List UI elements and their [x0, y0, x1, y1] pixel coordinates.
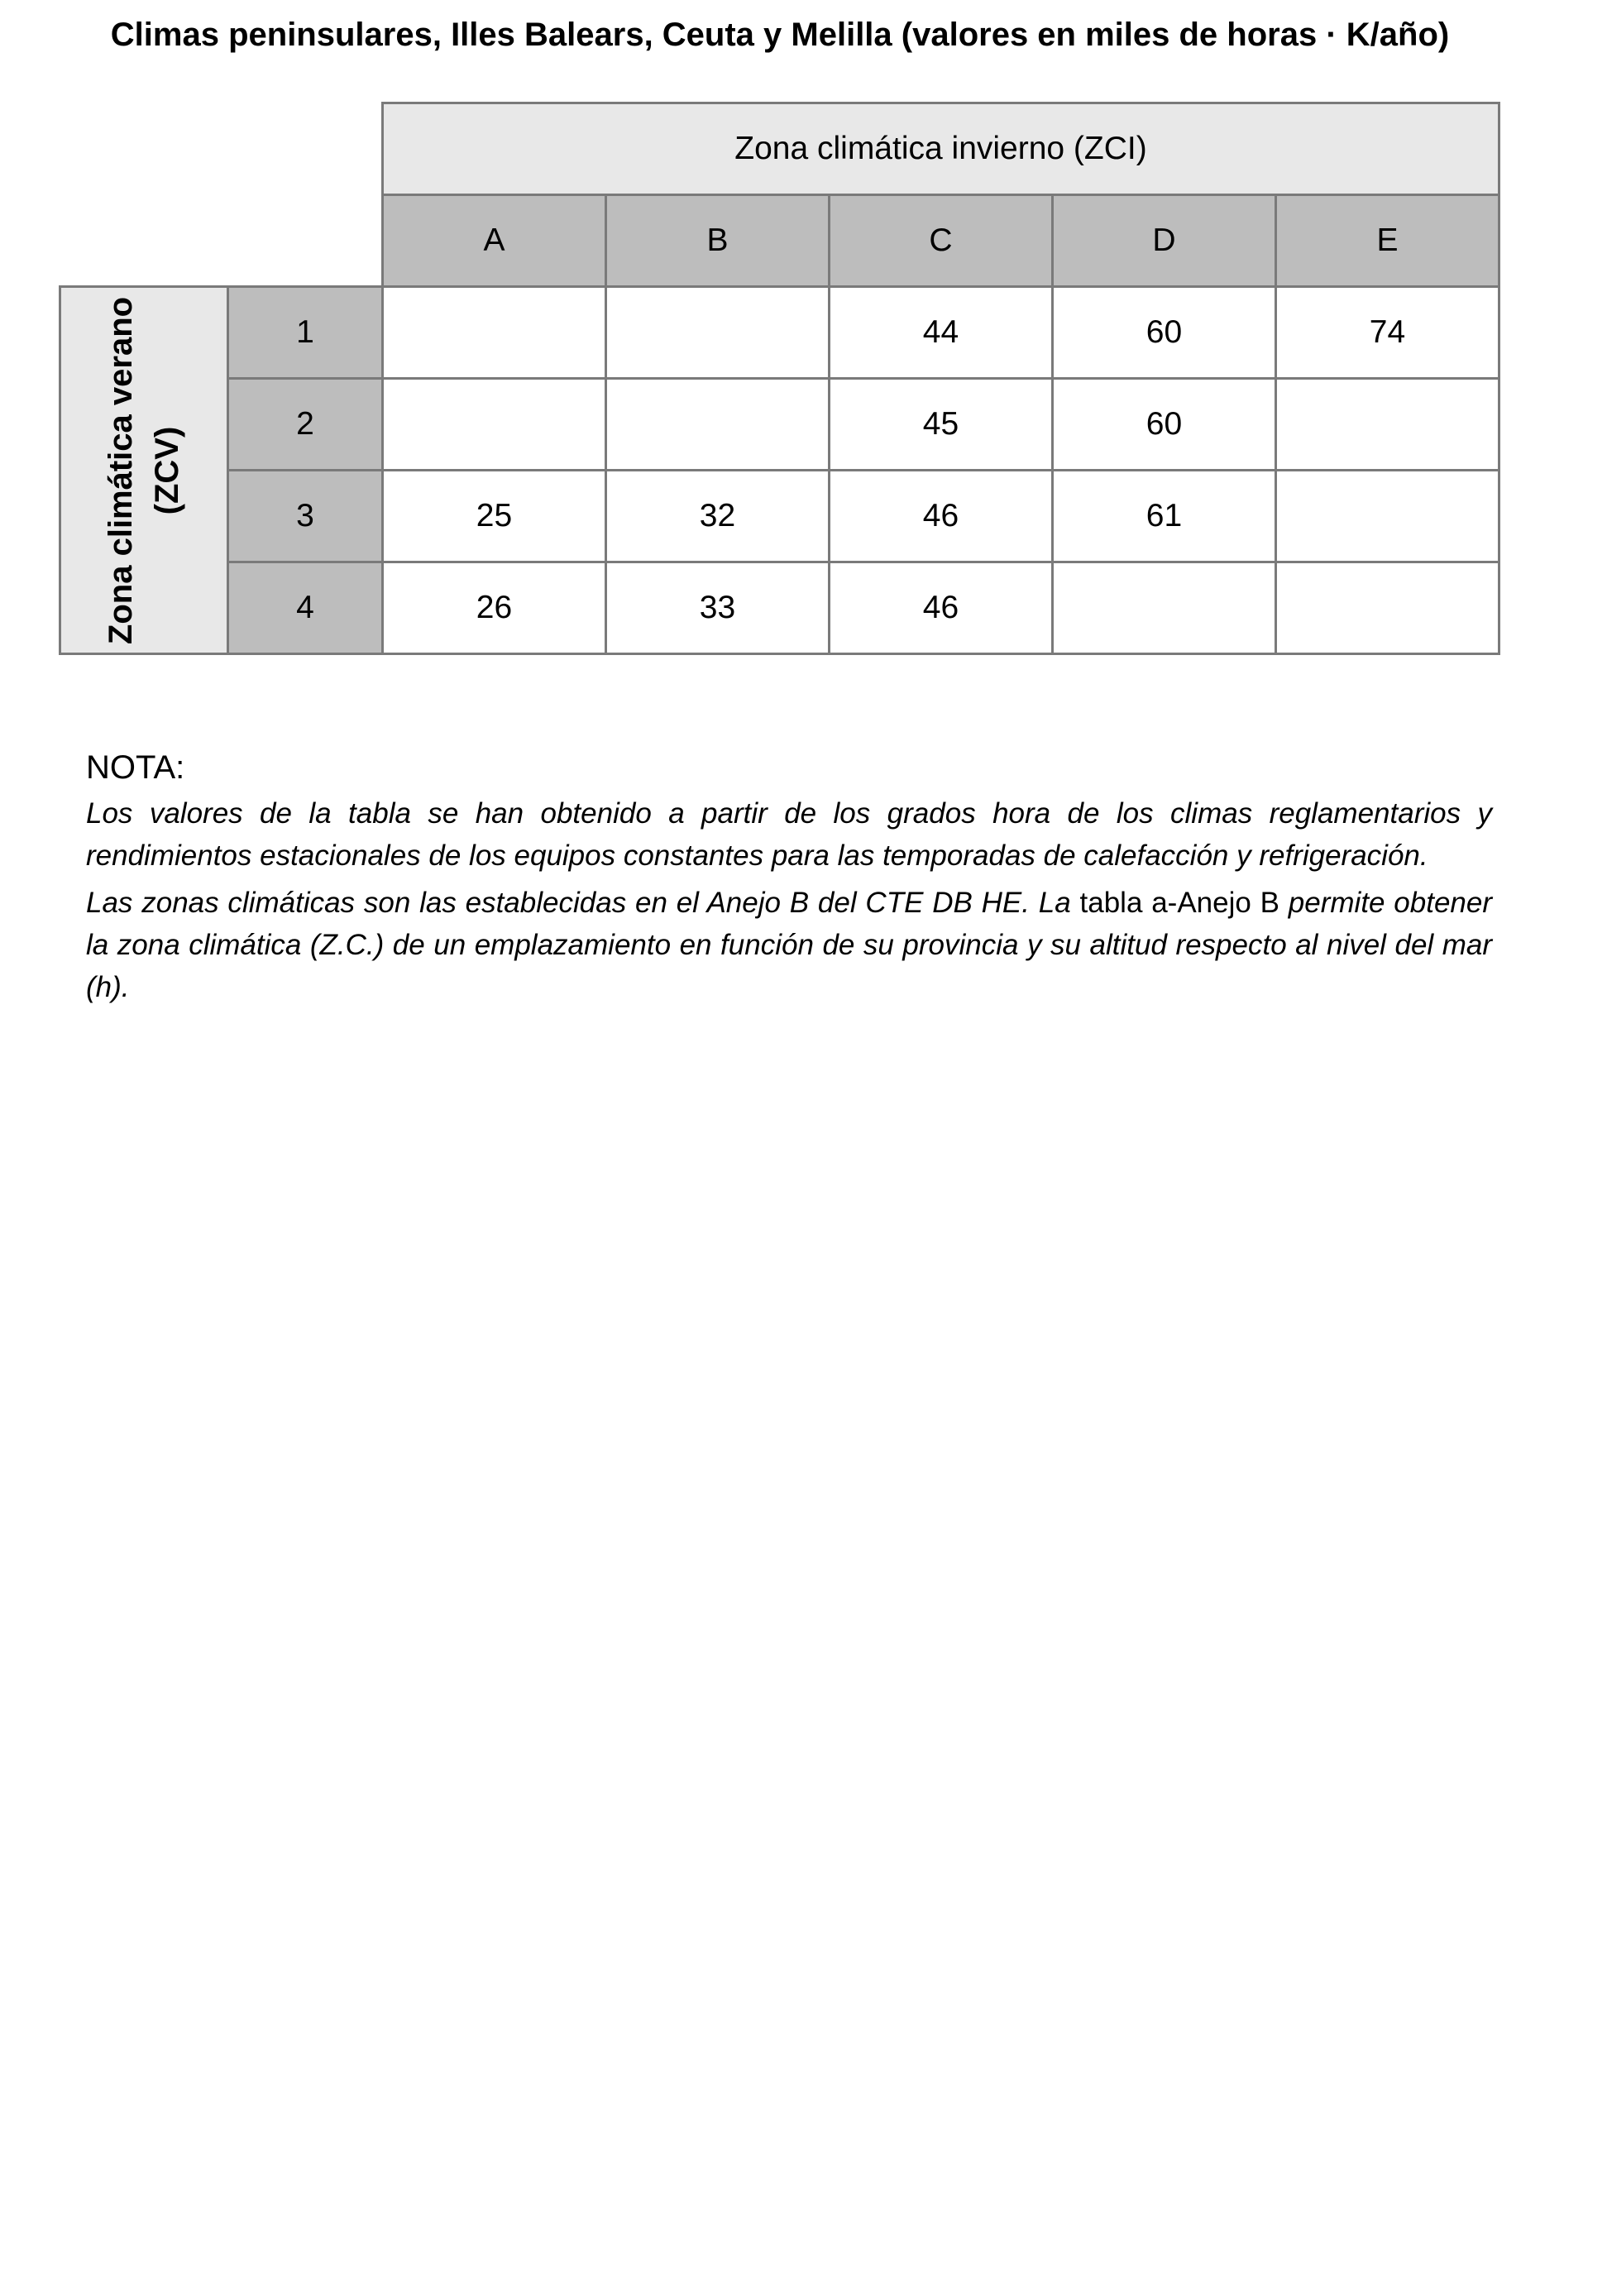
column-header-d: D: [1053, 195, 1276, 287]
table-cell: 25: [383, 471, 606, 562]
table-cell: 46: [830, 471, 1053, 562]
column-header-e: E: [1276, 195, 1499, 287]
table-cell: 46: [830, 562, 1053, 654]
table-reference: tabla a-Anejo B: [1079, 887, 1279, 919]
row-header: 3: [228, 471, 383, 562]
row-header: 1: [228, 287, 383, 379]
table-cell: 45: [830, 379, 1053, 471]
table-cell: 26: [383, 562, 606, 654]
table-cell: [606, 379, 830, 471]
header-row-group: [60, 103, 1499, 195]
table-cell: 60: [1053, 379, 1276, 471]
zcv-header-text: [98, 296, 190, 643]
table-row: [60, 562, 1499, 654]
table-cell: 44: [830, 287, 1053, 379]
table-cell: [383, 379, 606, 471]
note-paragraph-1: Los valores de la tabla se han obtenido a partir de los grados hora de los climas reglamentarios y rendimientos estacionales de los equipos constantes para las temporadas de calefacción y refrigeración.: [86, 797, 1492, 872]
table-row: [60, 287, 1499, 379]
page-title: Climas peninsulares, Illes Balears, Ceuta y Melilla (valores en miles de horas · K/año): [110, 17, 1450, 53]
empty-corner: [60, 103, 383, 195]
table-cell: [1053, 562, 1276, 654]
table-cell: 32: [606, 471, 830, 562]
table-cell: 60: [1053, 287, 1276, 379]
notes-heading: NOTA:: [86, 749, 185, 786]
table-cell: [1276, 471, 1499, 562]
note-paragraph-2-start: Las zonas climáticas son las establecidas en el Anejo B del CTE DB HE. La: [86, 887, 1080, 919]
climate-zones-table: [59, 102, 1500, 655]
column-header-a: A: [383, 195, 606, 287]
table-cell: 33: [606, 562, 830, 654]
column-header-c: C: [830, 195, 1053, 287]
note-paragraph-2-end: permite obtener la zona climática (Z.C.) de un emplazamiento en función de su provincia y su altitud respecto al nivel del mar (h).: [86, 887, 1493, 1003]
row-header: 2: [228, 379, 383, 471]
table-cell: [383, 287, 606, 379]
notes-section: [86, 744, 1492, 1013]
header-row-columns: [60, 195, 1499, 287]
zcv-header-line1: Zona climática verano: [103, 296, 139, 644]
row-header: 4: [228, 562, 383, 654]
table-cell: [606, 287, 830, 379]
table-row: [60, 471, 1499, 562]
zcv-header: [60, 287, 228, 654]
table-cell: 61: [1053, 471, 1276, 562]
note-paragraph-2: [86, 882, 1492, 1008]
zcv-header-line2: (ZCV): [149, 426, 185, 514]
table-cell: 74: [1276, 287, 1499, 379]
column-header-b: B: [606, 195, 830, 287]
empty-corner: [60, 195, 383, 287]
table-cell: [1276, 379, 1499, 471]
zci-header: Zona climática invierno (ZCI): [383, 103, 1499, 195]
table-cell: [1276, 562, 1499, 654]
table-row: [60, 379, 1499, 471]
